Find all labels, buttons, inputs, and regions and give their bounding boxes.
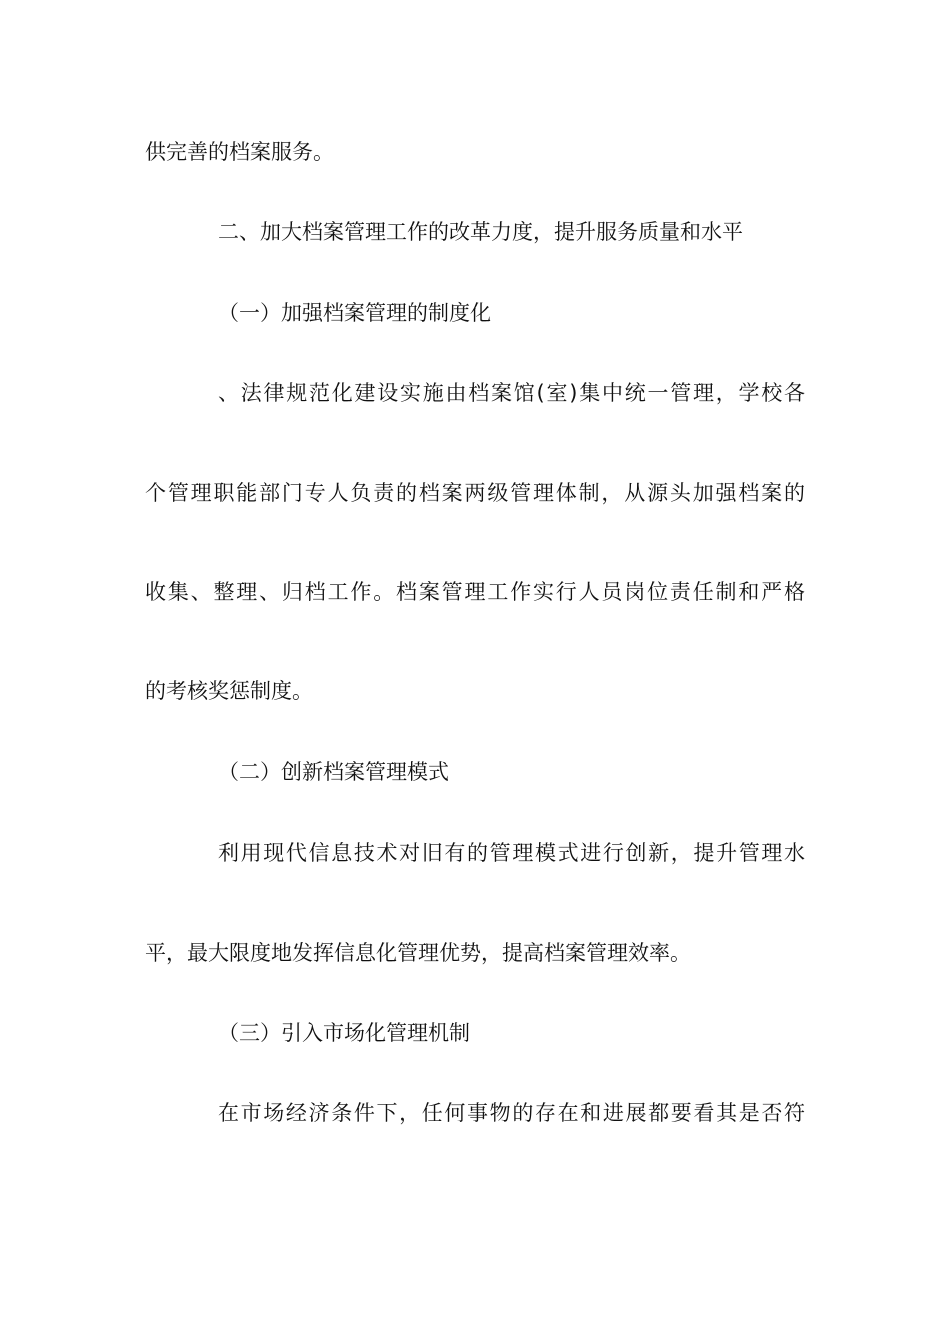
subsection-heading: （三）引入市场化管理机制	[218, 1021, 470, 1045]
subsection-heading: （二）创新档案管理模式	[218, 760, 449, 784]
body-text-line: 收集、整理、归档工作。档案管理工作实行人员岗位责任制和严格	[145, 580, 805, 604]
paragraph-first-line: 、法律规范化建设实施由档案馆(室)集中统一管理，学校各	[218, 381, 805, 405]
section-heading: 二、加大档案管理工作的改革力度，提升服务质量和水平	[218, 220, 743, 244]
body-text-line: 个管理职能部门专人负责的档案两级管理体制，从源头加强档案的	[145, 481, 805, 505]
paragraph-first-line: 利用现代信息技术对旧有的管理模式进行创新，提升管理水	[218, 841, 805, 865]
body-text-line: 的考核奖惩制度。	[145, 679, 313, 703]
subsection-heading: （一）加强档案管理的制度化	[218, 301, 491, 325]
body-text-line: 供完善的档案服务。	[145, 140, 334, 164]
body-text-line: 平，最大限度地发挥信息化管理优势，提高档案管理效率。	[145, 941, 691, 965]
paragraph-first-line: 在市场经济条件下，任何事物的存在和进展都要看其是否符	[218, 1101, 805, 1125]
